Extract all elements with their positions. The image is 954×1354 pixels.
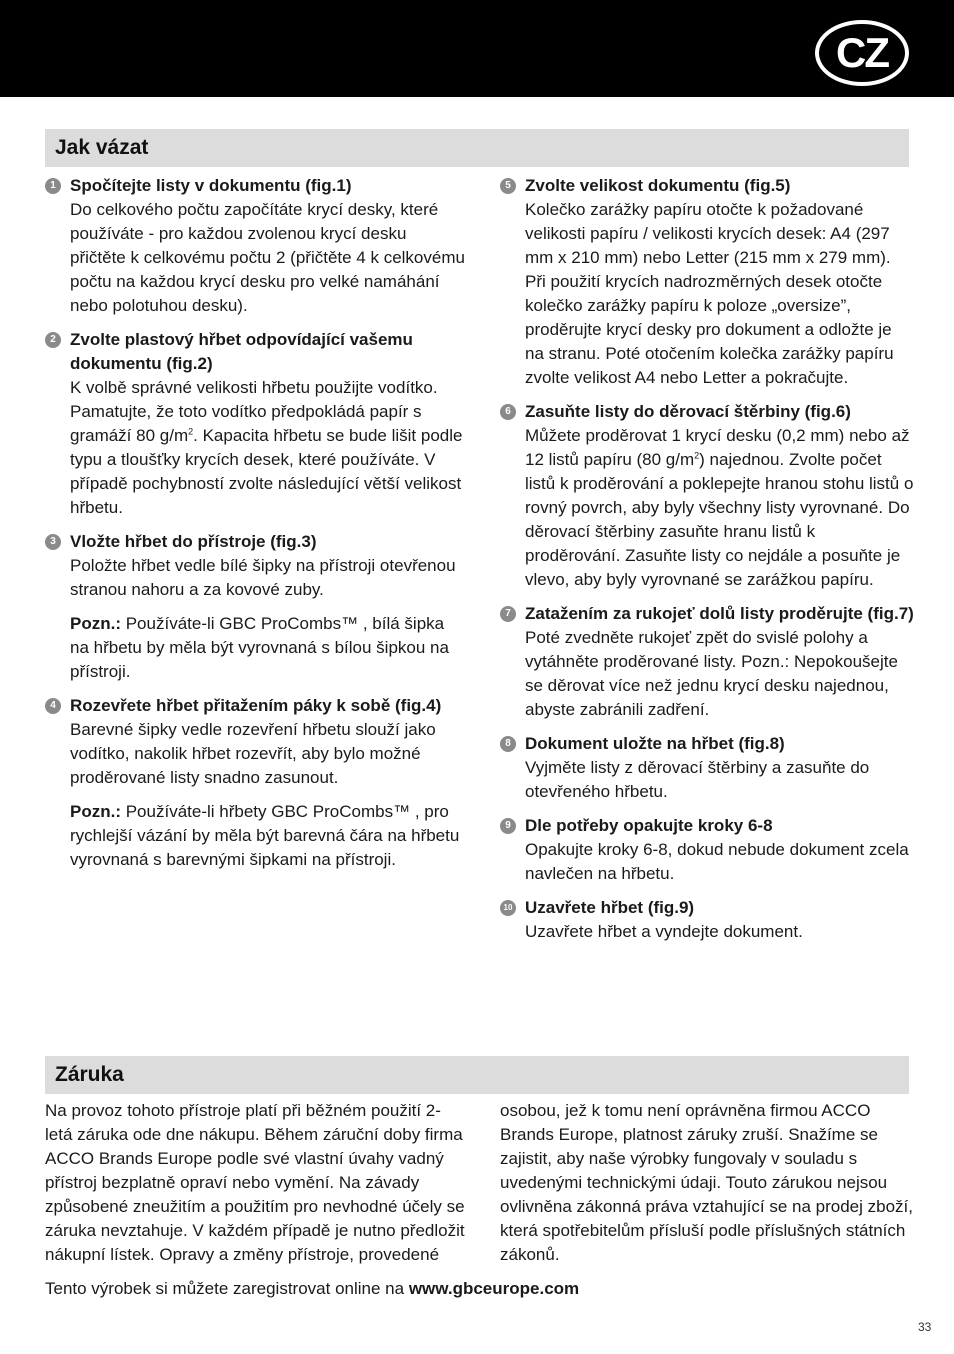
step-10 [500,896,915,944]
note-procombs-color-line: Pozn.: Používáte-li hřbety GBC ProCombs™ , pro rychlejší vázání by měla být barevná čára na hřbetu vyrovnaná s barevnými šipkami na přístroji. [70,802,460,869]
step-title: Uzavřete hřbet (fig.9) [525,898,695,917]
step-4 [45,694,465,790]
step-body: Uzavřete hřbet a vyndejte dokument. [525,922,803,941]
registration-line [45,1277,579,1301]
header-bar [0,0,954,97]
step-title: Zatažením za rukojeť dolů listy proděrujte (fig.7) [525,604,914,623]
language-badge: CZ [815,20,909,86]
step-title: Zvolte plastový hřbet odpovídající vašemu dokumentu (fig.2) [70,330,413,373]
step-body: Můžete proděrovat 1 krycí desku (0,2 mm) nebo až 12 listů papíru (80 $g/m^2$) najednou. Zvolte počet listů k proděrování a poklepejte hranou stohu listů o rovný povrch, aby byly všechny listy vyrovnané. Do děrovací štěrbiny zasuňte hranu listů k proděrování. Zasuňte listy co nejdále a posuňte je vlevo, aby byly vyrovnané se zarážkou papíru. [525,426,914,589]
registration-text: Tento výrobek si můžete zaregistrovat online na [45,1279,409,1298]
step-title: Zasuňte listy do děrovací štěrbiny (fig.6) [525,402,851,421]
step-body: K volbě správné velikosti hřbetu použijte vodítko. Pamatujte, že toto vodítko předpokládá papír s gramáží 80 $g/m^2$. Kapacita hřbetu se bude lišit podle typu a tloušťky krycích desek, které používáte. V případě pochybností zvolte následující větší velikost hřbetu. [70,378,463,517]
instructions-left-column [45,174,465,882]
step-body: Barevné šipky vedle rozevření hřbetu slouží jako vodítko, nakolik hřbet rozevřít, aby bylo možné proděrované listy snadno zasunout. [70,720,436,787]
step-2 [45,328,465,520]
step-number-badge: 8 [500,736,516,752]
step-body: Opakujte kroky 6-8, dokud nebude dokument zcela navlečen na hřbetu. [525,840,909,883]
step-title: Dle potřeby opakujte kroky 6-8 [525,816,773,835]
note-procombs-white-arrow: Pozn.: Používáte-li GBC ProCombs™ , bílá šipka na hřbetu by měla být vyrovnaná s bílou šipkou na přístroji. [70,614,449,681]
step-body: Poté zvedněte rukojeť zpět do svislé polohy a vytáhněte proděrované listy. Pozn.: Nepokoušejte se děrovat více než jednu krycí desku najednou, abyste zabránili zadření. [525,628,898,719]
step-number-badge: 6 [500,404,516,420]
step-number-badge: 9 [500,818,516,834]
step-7 [500,602,915,722]
step-title: Rozevřete hřbet přitažením páky k sobě (fig.4) [70,696,442,715]
instructions-right-column [500,174,915,954]
section-title: Záruka [55,1063,124,1086]
step-8 [500,732,915,804]
step-title: Dokument uložte na hřbet (fig.8) [525,734,785,753]
page-number: 33 [918,1320,932,1334]
step-body: Kolečko zarážky papíru otočte k požadované velikosti papíru / velikosti krycích desek: A4 (297 mm x 210 mm) nebo Letter (215 mm x 279 mm). Při použití krycích nadrozměrných desek otočte kolečko zarážky papíru k poloze „oversize”, proděrujte krycí desky pro dokument a odložte je na stranu. Poté otočením kolečka zarážky papíru zvolte velikost A4 nebo Letter a pokračujte. [525,200,894,387]
step-body: Do celkového počtu započítáte krycí desky, které používáte - pro každou zvolenou krycí desku přičtěte k celkovému počtu 2 (přičtěte 4 k celkovému počtu na každou krycí desku pro velké namáhání nebo polotuhou desku). [70,200,465,315]
step-3 [45,530,465,602]
step-title: Zvolte velikost dokumentu (fig.5) [525,176,791,195]
step-title: Spočítejte listy v dokumentu (fig.1) [70,176,352,195]
step-5 [500,174,915,390]
step-9 [500,814,915,886]
step-number-badge: 3 [45,534,61,550]
warranty-text-right: osobou, jež k tomu není oprávněna firmou ACCO Brands Europe, platnost záruky zruší. Snažíme se zajistit, aby naše výrobky fungovaly v souladu s uvedenými technickými údaji. Touto zárukou nejsou ovlivněna zákonná práva vztahující se na prodej zboží, která spotřebitelům přísluší podle příslušných státních zákonů. [500,1101,913,1264]
step-body: Vyjměte listy z děrovací štěrbiny a zasuňte do otevřeného hřbetu. [525,758,870,801]
step-number-badge: 2 [45,332,61,348]
section-header-warranty [45,1056,909,1094]
step-title: Vložte hřbet do přístroje (fig.3) [70,532,317,551]
registration-link[interactable]: www.gbceurope.com [408,1279,580,1298]
step-body: Položte hřbet vedle bílé šipky na přístroji otevřenou stranou nahoru a za kovové zuby. [70,556,456,599]
step-number-badge: 7 [500,606,516,622]
step-number-badge: 5 [500,178,516,194]
warranty-text-left: Na provoz tohoto přístroje platí při běžném použití 2-letá záruka ode dne nákupu. Během záruční doby firma ACCO Brands Europe podle své vlastní úvahy vadný přístroj bezplatně opraví nebo vymění. Na závady způsobené zneužitím a použitím pro nevhodné účely se záruka nevztahuje. V každém případě je nutno předložit nákupní lístek. Opravy a změny přístroje, provedené [45,1101,465,1264]
step-number-badge: 1 [45,178,61,194]
section-title: Jak vázat [55,136,149,159]
step-number-badge: 4 [45,698,61,714]
step-1 [45,174,465,318]
step-6 [500,400,915,592]
step-number-badge: 10 [500,900,516,916]
section-header-how-to-bind [45,129,909,167]
